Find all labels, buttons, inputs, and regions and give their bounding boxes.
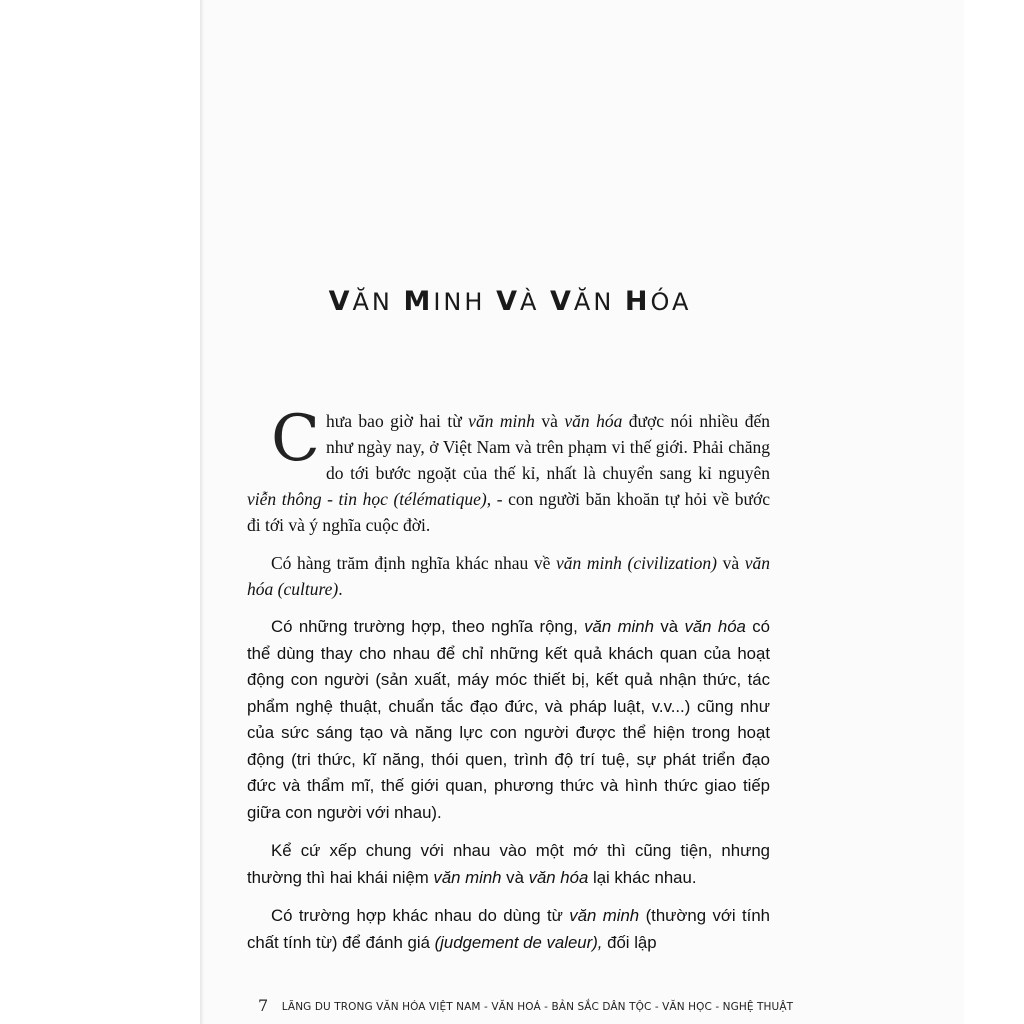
- emphasized-term: văn minh: [433, 867, 502, 887]
- emphasized-term: viễn thông - tin học (télématique): [247, 489, 487, 509]
- page-footer: [258, 996, 793, 1015]
- text-run: Có hàng trăm định nghĩa khác nhau về: [271, 553, 557, 573]
- text-run: và: [501, 867, 529, 887]
- page-gutter-shadow: [200, 0, 204, 1024]
- emphasized-term: văn hóa: [684, 617, 746, 636]
- chapter-title-segment: INH: [433, 288, 497, 316]
- chapter-title-segment: V: [496, 286, 520, 317]
- chapter-title-segment: V: [328, 286, 353, 317]
- body-paragraph: [247, 614, 770, 826]
- emphasized-term: văn hóa: [564, 411, 623, 431]
- body-paragraph: [247, 903, 770, 956]
- text-run: Có trường hợp khác nhau do dùng từ: [271, 906, 570, 925]
- chapter-title-segment: V: [550, 286, 574, 317]
- chapter-title-segment: H: [624, 286, 651, 317]
- emphasized-term: văn hóa: [528, 867, 589, 887]
- text-run: lại khác nhau.: [588, 867, 697, 887]
- body-paragraph: [247, 402, 771, 538]
- text-run: có thể dùng thay cho nhau để chỉ những kết quả khách quan của hoạt động con người (sản xuất, máy móc thiết bị, kết quả nhận thức, tác phẩm nghệ thuật, chuẩn tắc đạo đức, và pháp luật, v.v...) cũng như của sức sáng tạo và năng lực con người được thể hiện trong hoạt động (tri thức, kĩ năng, thói quen, trình độ trí tuệ, sự phát triển đạo đức và thẩm mĩ, thế giới quan, phương thức và hình thức giao tiếp giữa con người với nhau).: [247, 617, 771, 822]
- body-text: [247, 402, 771, 968]
- emphasized-term: văn minh: [584, 617, 654, 636]
- text-run: .: [338, 579, 343, 599]
- body-paragraph: [247, 838, 770, 891]
- text-run: Kể cứ xếp chung với nhau vào một mớ thì cũng tiện, nhưng thường thì hai khái niệm: [247, 841, 770, 887]
- text-run: và: [716, 553, 745, 573]
- text-run: , - con người băn khoăn tự hỏi về bước đi tới và ý nghĩa cuộc đời.: [247, 489, 771, 535]
- chapter-title-segment: ĂN: [573, 288, 625, 316]
- chapter-title: [240, 286, 780, 317]
- page-number: 7: [258, 996, 269, 1015]
- text-run: được nói nhiều đến như ngày nay, ở Việt Nam và trên phạm vi thế giới. Phải chăng do tới bước ngoặt của thế kỉ, nhất là chuyển sang kỉ nguyên: [325, 411, 770, 483]
- emphasized-term: văn minh: [569, 906, 640, 925]
- emphasized-term: (judgement de valeur),: [434, 932, 603, 952]
- emphasized-term: văn minh (civilization): [556, 553, 717, 573]
- drop-cap: C: [271, 402, 320, 476]
- body-paragraph: [247, 550, 770, 602]
- chapter-title-segment: M: [403, 286, 434, 317]
- text-run: và: [653, 617, 685, 636]
- text-run: (thường với tính chất tính từ) để đánh giá: [247, 906, 771, 952]
- text-run: và: [534, 411, 565, 431]
- chapter-title-segment: ĂN: [352, 288, 404, 316]
- text-run: Có những trường hợp, theo nghĩa rộng,: [271, 617, 585, 636]
- emphasized-term: văn hóa (culture): [247, 553, 770, 599]
- text-run: đối lập: [602, 932, 657, 952]
- running-title: LÃNG DU TRONG VĂN HÓA VIỆT NAM - VĂN HOÁ - BẢN SẮC DÂN TỘC - VĂN HỌC - NGHỆ THUẬT: [281, 1001, 794, 1013]
- chapter-title-segment: ÓA: [650, 288, 692, 316]
- emphasized-term: văn minh: [468, 411, 535, 431]
- text-run: hưa bao giờ hai từ: [325, 411, 469, 431]
- chapter-title-segment: À: [519, 288, 551, 316]
